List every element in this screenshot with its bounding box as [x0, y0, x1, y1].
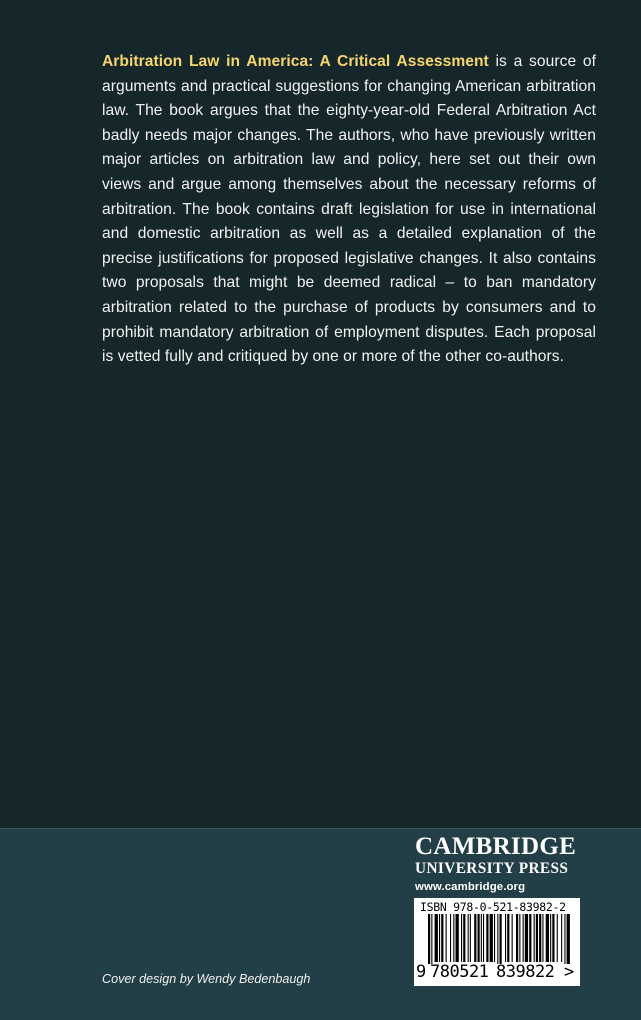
publisher-subtitle: UNIVERSITY PRESS — [415, 860, 569, 877]
cover-design-credit: Cover design by Wendy Bedenbaugh — [102, 972, 311, 986]
barcode-digits — [414, 962, 580, 984]
barcode-arrow: > — [564, 962, 574, 982]
barcode-bar — [536, 914, 538, 962]
barcode-bar — [428, 914, 430, 964]
barcode-bar — [494, 914, 495, 962]
isbn-barcode — [414, 898, 580, 986]
barcode-bar — [500, 914, 502, 964]
barcode-bar — [542, 914, 543, 962]
barcode-bar — [519, 914, 520, 962]
publisher-url: www.cambridge.org — [415, 881, 526, 893]
barcode-bar — [461, 914, 462, 962]
barcode-bar — [512, 914, 513, 962]
barcode-bar — [557, 914, 558, 962]
barcode-bar — [516, 914, 518, 962]
barcode-bar — [490, 914, 493, 962]
publisher-logo — [415, 834, 585, 893]
barcode-bar — [525, 914, 528, 962]
barcode-bar — [539, 914, 541, 962]
barcode-bar — [550, 914, 551, 962]
barcode-bar — [481, 914, 482, 962]
barcode-bar — [561, 914, 562, 962]
barcode-bars-icon — [414, 914, 580, 964]
blurb-text: is a source of arguments and practical suggestions for changing American arbitration law. The book argues that the eighty-year-old Federal Arbitration Act badly needs major changes. The authors, who have previously written major articles on arbitration law and policy, here set out their own views and argue among themselves about the necessary reforms of arbitration. The book contains draft legislation for use in international and domestic arbitration as well as a detailed explanation of the precise justifications for proposed legislative changes. It also contains two proposals that might be deemed radical – to ban mandatory arbitration related to the purchase of products by consumers and to prohibit mandatory arbitration of employment disputes. Each proposal is vetted fully and critiqued by one or more of the other co-authors. — [102, 53, 596, 366]
barcode-bar — [453, 914, 454, 962]
barcode-bar — [463, 914, 465, 962]
barcode-digits-right: 839822 — [496, 962, 555, 982]
barcode-bar — [441, 914, 443, 962]
blurb-paragraph — [102, 50, 596, 370]
barcode-bar — [534, 914, 535, 962]
barcode-bar — [564, 914, 565, 964]
barcode-bar — [446, 914, 447, 962]
book-title: Arbitration Law in America: A Critical Assessment — [102, 53, 489, 70]
barcode-bar — [478, 914, 480, 962]
barcode-bar — [439, 914, 440, 962]
barcode-bar — [523, 914, 524, 962]
barcode-bar — [505, 914, 506, 962]
barcode-bar — [450, 914, 451, 962]
barcode-bar — [483, 914, 484, 962]
barcode-bar — [470, 914, 471, 962]
barcode-bar — [435, 914, 438, 962]
barcode-bar — [431, 914, 432, 964]
barcode-bar — [456, 914, 459, 962]
barcode-bar — [468, 914, 469, 962]
barcode-bar — [529, 914, 531, 962]
barcode-bar — [552, 914, 554, 962]
barcode-bar — [546, 914, 549, 962]
barcode-bar — [474, 914, 476, 962]
barcode-bar — [567, 914, 570, 964]
barcode-bar — [486, 914, 488, 962]
publisher-name: CAMBRIDGE — [415, 833, 577, 860]
barcode-bar — [507, 914, 509, 962]
barcode-digits-left: 780521 — [430, 962, 489, 982]
barcode-digit-first: 9 — [416, 962, 426, 982]
isbn-label: ISBN 978-0-521-83982-2 — [420, 900, 566, 914]
barcode-bar — [497, 914, 498, 964]
